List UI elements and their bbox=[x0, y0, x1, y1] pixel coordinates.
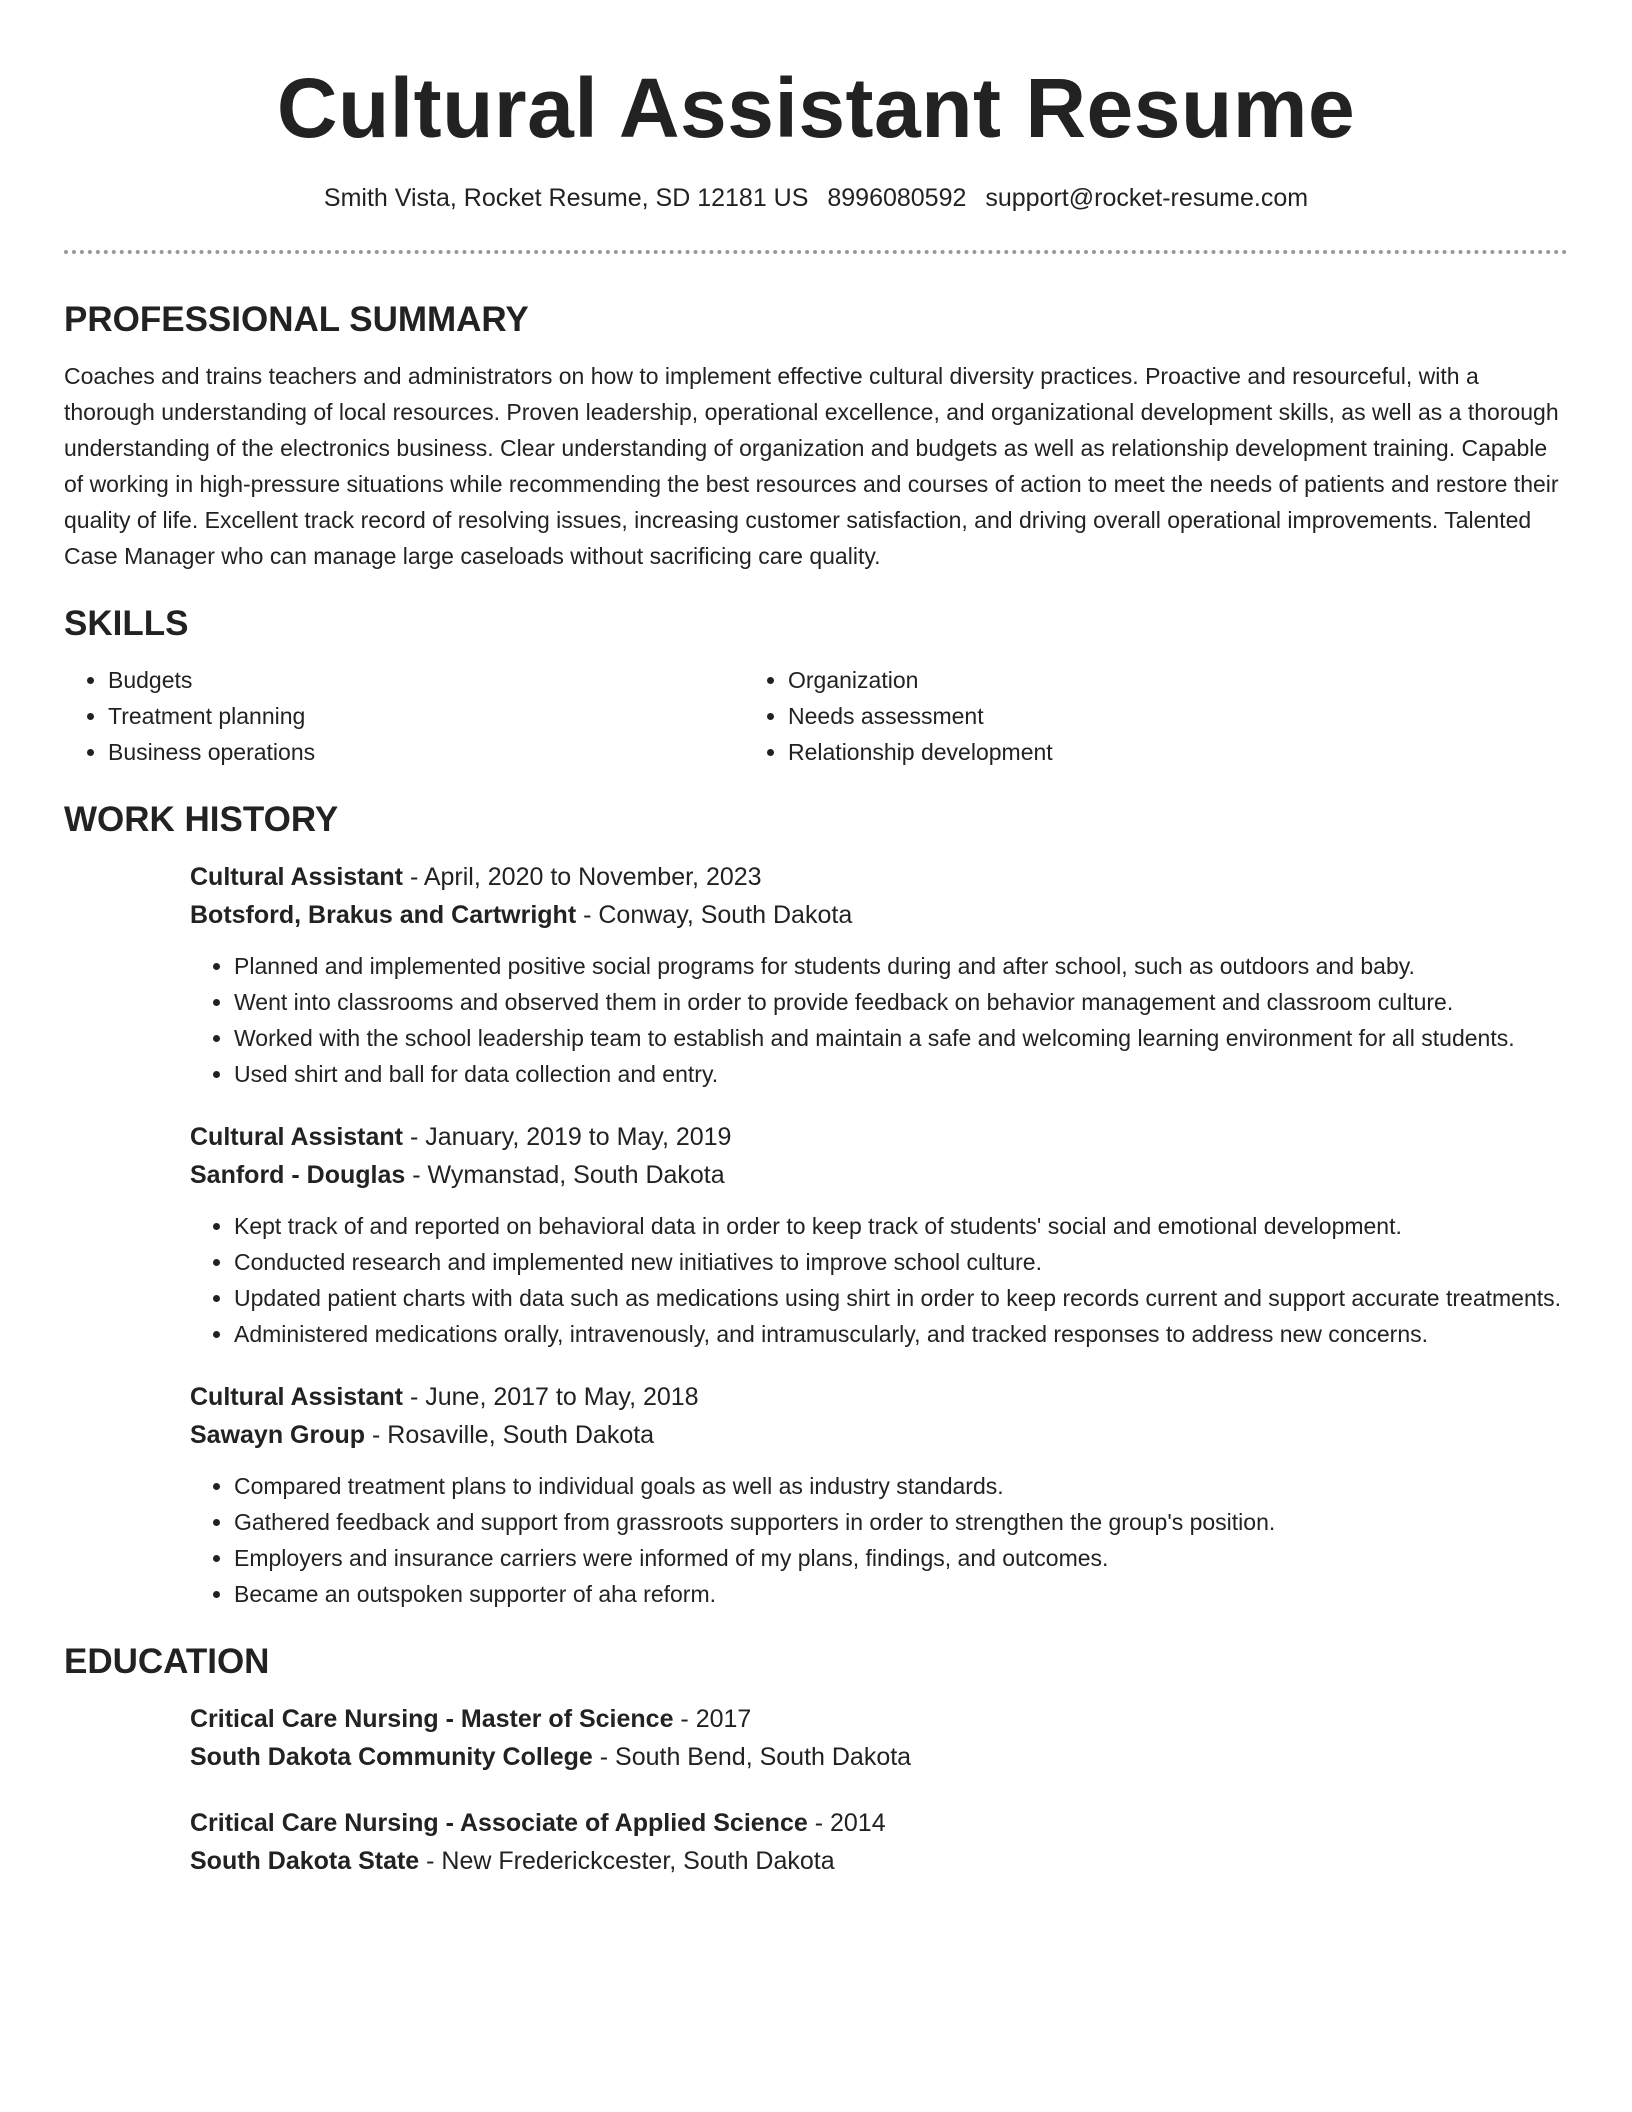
skills-heading: SKILLS bbox=[64, 604, 189, 643]
education-degree: Critical Care Nursing - Master of Science bbox=[190, 1705, 674, 1733]
job-bullet: • Planned and implemented positive social programs for students during and after school, such as outdoors and baby. bbox=[234, 948, 1568, 984]
job-bullet: • Used shirt and ball for data collection and entry. bbox=[234, 1056, 1568, 1092]
resume-content bbox=[64, 296, 1568, 1908]
skills-column-right bbox=[744, 662, 1424, 770]
job-bullet: • Administered medications orally, intravenously, and intramuscularly, and tracked responses to address new concerns. bbox=[234, 1316, 1568, 1352]
contact-phone: 8996080592 bbox=[827, 184, 967, 212]
job-bullet: • Became an outspoken supporter of aha reform. bbox=[234, 1576, 1568, 1612]
job-bullets bbox=[190, 948, 1568, 1092]
job-bullet: • Conducted research and implemented new initiatives to improve school culture. bbox=[234, 1244, 1568, 1280]
job-location: - Rosaville, South Dakota bbox=[365, 1421, 655, 1449]
job-bullets bbox=[190, 1468, 1568, 1612]
job-entry bbox=[190, 1378, 1568, 1612]
job-company: Sanford - Douglas bbox=[190, 1161, 406, 1189]
skill-item: • Organization bbox=[788, 662, 1424, 698]
education-location: - New Frederickcester, South Dakota bbox=[419, 1847, 835, 1875]
work-history-section bbox=[64, 796, 1568, 1612]
job-location: - Conway, South Dakota bbox=[576, 901, 853, 929]
job-title: Cultural Assistant bbox=[190, 1123, 404, 1151]
job-bullet: • Worked with the school leadership team to establish and maintain a safe and welcoming learning environment for all students. bbox=[234, 1020, 1568, 1056]
skill-item: • Treatment planning bbox=[108, 698, 744, 734]
job-bullets bbox=[190, 1208, 1568, 1352]
skills-column-left bbox=[64, 662, 744, 770]
education-year: - 2014 bbox=[807, 1809, 886, 1837]
job-bullet: • Kept track of and reported on behavioral data in order to keep track of students' social and emotional development. bbox=[234, 1208, 1568, 1244]
skill-item: • Budgets bbox=[108, 662, 744, 698]
skill-item: • Needs assessment bbox=[788, 698, 1424, 734]
skills-list bbox=[64, 662, 1568, 770]
job-company-line bbox=[190, 1156, 1568, 1194]
education-degree: Critical Care Nursing - Associate of Applied Science bbox=[190, 1809, 808, 1837]
education-school-line bbox=[190, 1842, 1568, 1880]
education-entry bbox=[190, 1700, 1568, 1776]
job-company-line bbox=[190, 896, 1568, 934]
summary-heading: PROFESSIONAL SUMMARY bbox=[64, 300, 529, 339]
job-title: Cultural Assistant bbox=[190, 863, 404, 891]
job-title-line bbox=[190, 1118, 1568, 1156]
job-entry bbox=[190, 858, 1568, 1092]
job-dates: - April, 2020 to November, 2023 bbox=[403, 863, 762, 891]
skills-section bbox=[64, 600, 1568, 770]
education-section bbox=[64, 1638, 1568, 1880]
job-title-line bbox=[190, 858, 1568, 896]
education-school: South Dakota State bbox=[190, 1847, 420, 1875]
education-degree-line bbox=[190, 1700, 1568, 1738]
education-entry bbox=[190, 1804, 1568, 1880]
job-dates: - January, 2019 to May, 2019 bbox=[403, 1123, 732, 1151]
skill-item: • Business operations bbox=[108, 734, 744, 770]
job-location: - Wymanstad, South Dakota bbox=[405, 1161, 725, 1189]
job-dates: - June, 2017 to May, 2018 bbox=[403, 1383, 699, 1411]
education-year: - 2017 bbox=[673, 1705, 752, 1733]
job-company-line bbox=[190, 1416, 1568, 1454]
job-company: Sawayn Group bbox=[190, 1421, 366, 1449]
work-history-heading: WORK HISTORY bbox=[64, 800, 339, 839]
job-company: Botsford, Brakus and Cartwright bbox=[190, 901, 577, 929]
header-divider bbox=[64, 250, 1568, 254]
job-bullet: • Went into classrooms and observed them in order to provide feedback on behavior management and classroom culture. bbox=[234, 984, 1568, 1020]
job-entry bbox=[190, 1118, 1568, 1352]
education-location: - South Bend, South Dakota bbox=[592, 1743, 912, 1771]
summary-text: Coaches and trains teachers and administrators on how to implement effective cultural diversity practices. Proactive and resourceful, with a thorough understanding of local resources. Proven leadership, operational excellence, and organizational development skills, as well as a thorough understanding of the electronics business. Clear understanding of organization and budgets as well as relationship development training. Capable of working in high-pressure situations while recommending the best resources and courses of action to meet the needs of patients and restore their quality of life. Excellent track record of resolving issues, increasing customer satisfaction, and driving overall operational improvements. Talented Case Manager who can manage large caseloads without sacrificing care quality. bbox=[64, 363, 1559, 569]
contact-email[interactable]: support@rocket-resume.com bbox=[985, 184, 1309, 212]
job-bullet: • Employers and insurance carriers were informed of my plans, findings, and outcomes. bbox=[234, 1540, 1568, 1576]
skill-item: • Relationship development bbox=[788, 734, 1424, 770]
education-heading: EDUCATION bbox=[64, 1642, 270, 1681]
summary-section bbox=[64, 296, 1568, 574]
education-school: South Dakota Community College bbox=[190, 1743, 593, 1771]
education-degree-line bbox=[190, 1804, 1568, 1842]
job-bullet: • Gathered feedback and support from grassroots supporters in order to strengthen the group's position. bbox=[234, 1504, 1568, 1540]
resume-title: Cultural Assistant Resume bbox=[276, 61, 1356, 155]
contact-line bbox=[64, 180, 1568, 216]
job-bullet: • Compared treatment plans to individual goals as well as industry standards. bbox=[234, 1468, 1568, 1504]
contact-address: Smith Vista, Rocket Resume, SD 12181 US bbox=[323, 184, 809, 212]
job-title-line bbox=[190, 1378, 1568, 1416]
job-title: Cultural Assistant bbox=[190, 1383, 404, 1411]
education-school-line bbox=[190, 1738, 1568, 1776]
job-bullet: • Updated patient charts with data such as medications using shirt in order to keep records current and support accurate treatments. bbox=[234, 1280, 1568, 1316]
